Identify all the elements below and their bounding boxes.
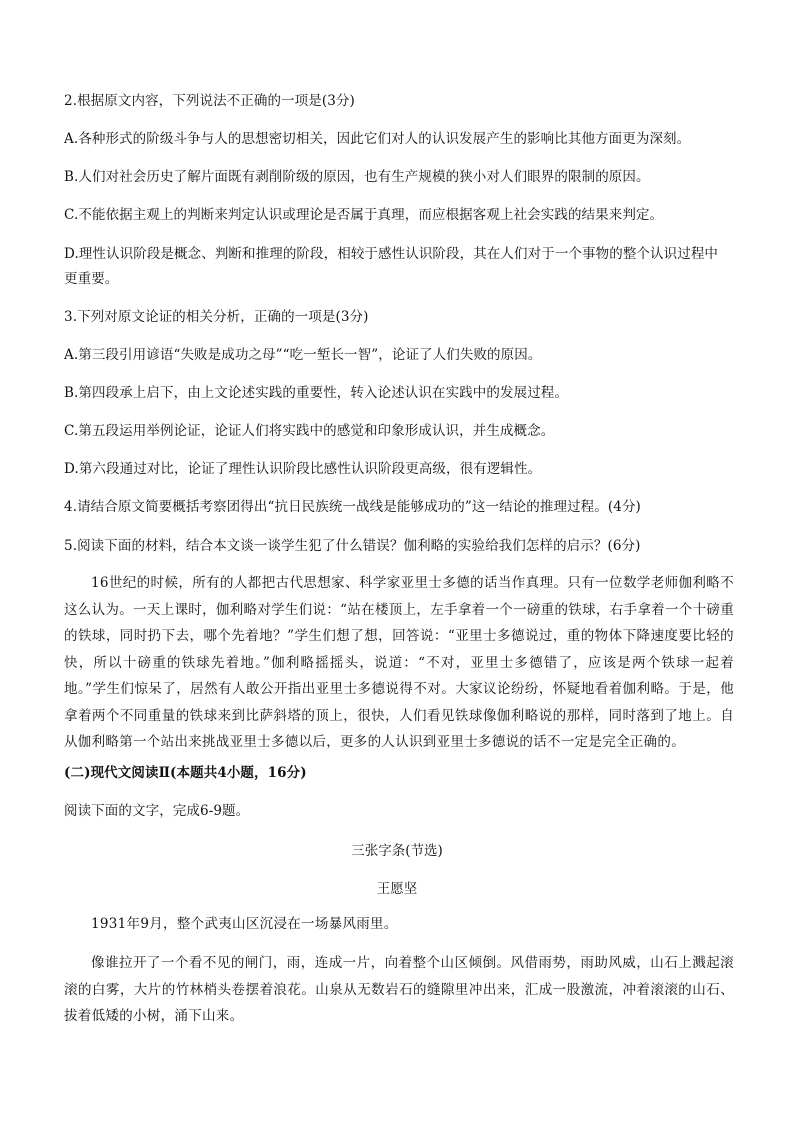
section-instruction: 阅读下面的文字，完成6-9题。 xyxy=(64,803,250,819)
article-author: 王愿坚 xyxy=(376,881,418,897)
article-paragraph-2: 像谁拉开了一个看不见的闸门，雨，连成一片，向着整个山区倾倒。风借雨势，雨助风威，山石上溅起滚滚的白雾，大片的竹林梢头卷摆着浪花。山泉从无数岩石的缝隙里冲出来，汇成一股激流，冲着滚滚的山石、拔着低矮的小树，涌下山来。 xyxy=(64,955,734,1024)
q2-option-d-line2: 更重要。 xyxy=(64,271,119,287)
q4-stem: 4.请结合原文简要概括考察团得出“抗日民族统一战线是能够成功的”这一结论的推理过程。(4分) xyxy=(64,499,641,515)
q3-option-d: D.第六段通过对比，论证了理性认识阶段比感性认识阶段更高级，很有逻辑性。 xyxy=(64,461,542,477)
q3-option-a: A.第三段引用谚语“失败是成功之母”“吃一堑长一智”，论证了人们失败的原因。 xyxy=(64,347,542,363)
material-passage: 16世纪的时候，所有的人都把古代思想家、科学家亚里士多德的话当作真理。只有一位数学老师伽利略不这么认为。一天上课时，伽利略对学生们说：“站在楼顶上，左手拿着一个一磅重的铁球，右手拿着一个十磅重的铁球，同时扔下去，哪个先着地？”学生们想了想，回答说：“亚里士多德说过，重的物体下降速度要比轻的快，所以十磅重的铁球先着地。”伽利略摇摇头，说道：“不对，亚里士多德错了，应该是两个铁球一起着地。”学生们惊呆了，居然有人敢公开指出亚里士多德说得不对。大家议论纷纷，怀疑地看着伽利略。于是，他拿着两个不同重量的铁球来到比萨斜塔的顶上，很快，人们看见铁球像伽利略说的那样，同时落到了地上。自从伽利略第一个站出来挑战亚里士多德以后，更多的人认识到亚里士多德说的话不一定是完全正确的。 xyxy=(64,575,734,750)
article-title: 三张字条(节选) xyxy=(351,843,443,859)
section-heading: (二)现代文阅读Ⅱ(本题共4小题，16分) xyxy=(64,765,307,781)
q3-stem: 3.下列对原文论证的相关分析，正确的一项是(3分) xyxy=(64,309,369,325)
q2-option-b: B.人们对社会历史了解片面既有剥削阶级的原因，也有生产规模的狭小对人们眼界的限制的原因。 xyxy=(64,169,650,185)
article-paragraph-1: 1931年9月，整个武夷山区沉浸在一场暴风雨里。 xyxy=(91,916,398,932)
q2-option-c: C.不能依据主观上的判断来判定认识或理论是否属于真理，而应根据客观上社会实践的结果来判定。 xyxy=(64,207,664,223)
q2-option-d-line1: D.理性认识阶段是概念、判断和推理的阶段，相较于感性认识阶段，其在人们对于一个事物的整个认识过程中 xyxy=(64,246,719,262)
q2-stem: 2.根据原文内容，下列说法不正确的一项是(3分) xyxy=(64,93,355,109)
q3-option-c: C.第五段运用举例论证，论证人们将实践中的感觉和印象形成认识，并生成概念。 xyxy=(64,423,555,439)
q3-option-b: B.第四段承上启下，由上文论述实践的重要性，转入论述认识在实践中的发展过程。 xyxy=(64,385,569,401)
q5-stem: 5.阅读下面的材料，结合本文谈一谈学生犯了什么错误？伽利略的实验给我们怎样的启示？(6分) xyxy=(64,538,641,554)
q2-option-a: A.各种形式的阶级斗争与人的思想密切相关，因此它们对人的认识发展产生的影响比其他方面更为深刻。 xyxy=(64,131,691,147)
